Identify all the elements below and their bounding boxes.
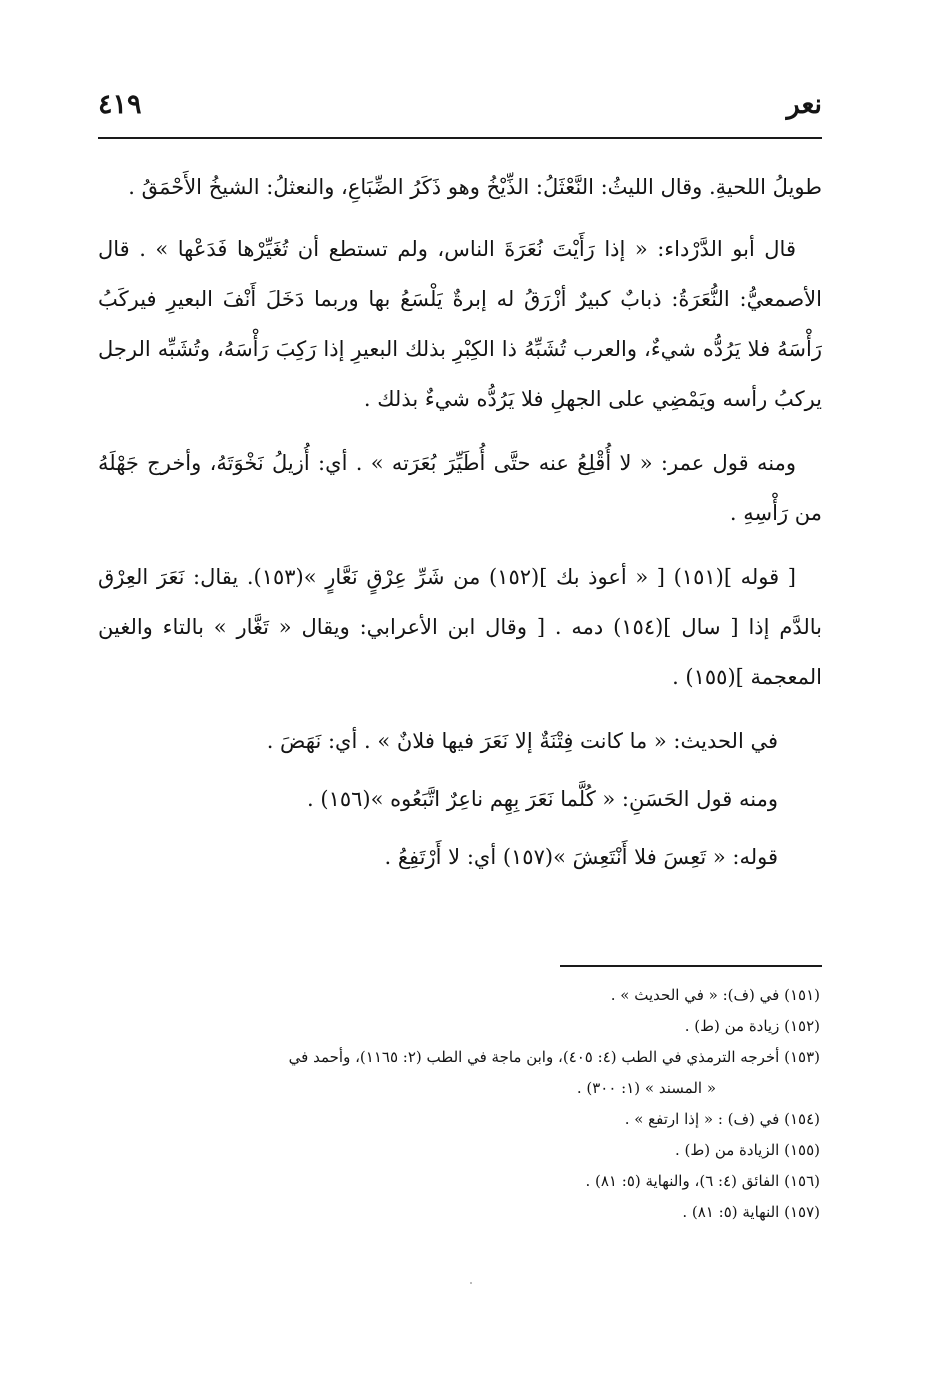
- footnote-153: (١٥٣) أخرجه الترمذي في الطب (٤: ٤٠٥)، وابن ماجة في الطب (٢: ١١٦٥)، وأحمد في: [288, 1048, 820, 1066]
- scan-speck: [470, 1282, 472, 1284]
- footnotes: [100, 980, 820, 1228]
- footnote-152: (١٥٢) زيادة من (ط) .: [684, 1017, 820, 1035]
- entry-title: نعر: [786, 88, 822, 120]
- footnote-155: (١٥٥) الزيادة من (ط) .: [674, 1141, 820, 1159]
- footnote-157: (١٥٧) النهاية (٥: ٨١) .: [682, 1203, 820, 1221]
- page-number: ٤١٩: [98, 88, 142, 120]
- hadith-line-3: قوله: « تَعِسَ فلا أَنْتَعِشَ »(١٥٧) أي: لا أَرْتَفِعُ .: [384, 845, 778, 869]
- paragraph-1: طويلُ اللحيةِ. وقال الليثُ: النَّعْثَلُ: الذِّيْخُ وهو ذَكَرُ الضِّبَاعِ، والنعثلُ: الشيخُ الأَحْمَقُ .: [128, 175, 822, 199]
- footnote-153-continued: « المسند » (١: ٣٠٠) .: [576, 1079, 716, 1097]
- paragraph-3: ومنه قول عمر: « لا أُقْلِعُ عنه حتَّى أُطَيِّرَ بُعَرَته » . أي: أُزيلُ نَخْوَتَهُ، وأخرج جَهْلَهُ من رَأْسِهِ .: [98, 451, 822, 525]
- hadith-block: [98, 716, 822, 882]
- footnote-156: (١٥٦) الفائق (٤: ٦)، والنهاية (٥: ٨١) .: [585, 1172, 820, 1190]
- paragraph-4: [ قوله ](١٥١) [ « أعوذ بك ](١٥٢) من شَرِّ عِرْقٍ نَعَّارٍ »(١٥٣). يقال: نَعَرَ العِرْق بالدَّم إذا [ سال ](١٥٤) دمه . [ وقال ابن الأعرابي: ويقال « تَغَّار » بالتاء والغين المعجمة ](١٥٥) .: [98, 565, 822, 689]
- footnote-151: (١٥١) في (ف): « في الحديث » .: [610, 986, 820, 1004]
- footnote-154: (١٥٤) في (ف) : « إذا ارتفع » .: [624, 1110, 820, 1128]
- hadith-line-2: ومنه قول الحَسَنِ: « كُلَّما نَعَرَ بِهِم ناعِرٌ اتَّبَعُوه »(١٥٦) .: [307, 787, 778, 811]
- main-text: [98, 162, 822, 890]
- page-header: [98, 80, 822, 128]
- header-rule: [98, 137, 822, 139]
- paragraph-2: قال أبو الدَّرْداء: « إذا رَأَيْتَ نُعَرَةَ الناس، ولم تستطع أن تُغَيِّرْها فَدَعْها » . قال الأصمعيُّ: النُّعَرَةُ: ذبابٌ كبيرٌ أزْرَقُ له إبرةٌ يَلْسَعُ بها وربما دَخَلَ أَنْفَ البعيرِ فيركَبُ رَأْسَهُ فلا يَرُدُّه شيءٌ، والعرب تُشَبِّهُ ذا الكِبْرِ بذلك البعيرِ إذا رَكِبَ رَأْسَهُ، وتُشَبِّه الرجل يركبُ رأسه ويَمْضِي على الجهلِ فلا يَرُدُّه شيءٌ بذلك .: [98, 237, 822, 411]
- footnote-rule: [560, 965, 822, 967]
- hadith-line-1: في الحديث: « ما كانت فِتْنَةٌ إلا نَعَرَ فيها فلانٌ » . أي: نَهَضَ .: [266, 729, 778, 753]
